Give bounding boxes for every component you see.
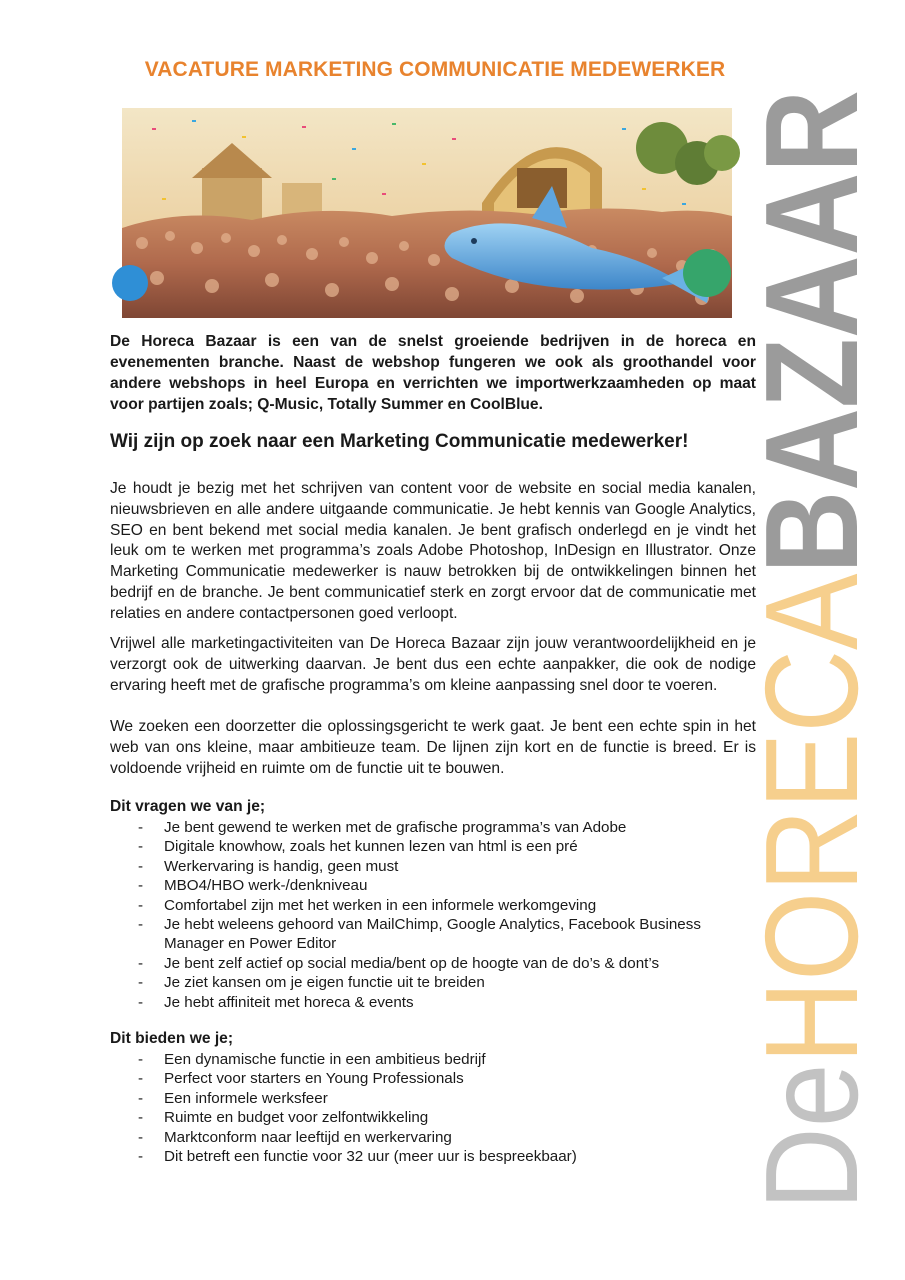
list-item — [110, 1108, 750, 1127]
list-item-text: Werkervaring is handig, geen must — [164, 857, 399, 875]
list-item — [110, 896, 750, 915]
list-item — [110, 837, 750, 856]
logo-bazaar-text: BAZAAR — [738, 16, 885, 574]
logo-de-text: De — [738, 1041, 885, 1210]
list-dash: - — [138, 1148, 144, 1166]
list-item-text: Een dynamische functie in een ambitieus bedrijf — [164, 1051, 486, 1068]
list-dash: - — [138, 974, 144, 992]
list-dash: - — [138, 857, 144, 875]
list-dash: - — [138, 916, 144, 934]
svg-text:DeHORECABAZAAR — [738, 16, 885, 1210]
list-item — [110, 1147, 750, 1166]
offer-heading: Dit bieden we je; — [110, 1030, 234, 1047]
festival-crowd-photo — [122, 108, 732, 318]
list-item — [110, 915, 750, 954]
list-item — [110, 1069, 750, 1088]
list-item — [110, 818, 750, 837]
requirements-heading: Dit vragen we van je; — [110, 798, 266, 815]
list-item-text: Je hebt weleens gehoord van MailChimp, Google Analytics, Facebook Business Manager en Power Editor — [164, 916, 701, 953]
list-item-text: Je bent zelf actief op social media/bent op de hoogte van de do’s & dont’s — [164, 954, 660, 972]
profile-paragraph: We zoeken een doorzetter die oplossingsgericht te werk gaat. Je bent een echte spin in het web van ons kleine, maar ambitieuze team. De lijnen zijn kort en de functie is breed. Er is voldoende vrijheid en ruimte om de functie uit te bouwen. — [110, 718, 756, 777]
list-item-text: Je ziet kansen om je eigen functie uit te breiden — [164, 974, 485, 992]
list-item-text: MBO4/HBO werk-/denkniveau — [164, 877, 368, 895]
list-dash: - — [138, 838, 144, 856]
list-item-text: Digitale knowhow, zoals het kunnen lezen van html is een pré — [164, 838, 578, 856]
list-item — [110, 993, 750, 1012]
list-item — [110, 954, 750, 973]
list-item-text: Je bent gewend te werken met de grafische programma’s van Adobe — [164, 819, 627, 836]
list-item-text: Een informele werksfeer — [164, 1089, 328, 1107]
list-dash: - — [138, 1128, 144, 1146]
list-dash: - — [138, 993, 144, 1011]
list-dash: - — [138, 819, 144, 836]
list-dash: - — [138, 954, 144, 972]
list-item — [110, 857, 750, 876]
vacancy-subheading: Wij zijn op zoek naar een Marketing Communicatie medewerker! — [110, 431, 689, 452]
page-title: VACATURE MARKETING COMMUNICATIE MEDEWERKER — [144, 58, 726, 81]
intro-paragraph: De Horeca Bazaar is een van de snelst groeiende bedrijven in de horeca en evenementen branche. Naast de webshop fungeren we ook als groothandel voor andere webshops in heel Europa en verrichten we importwerkzaamheden op maat voor partijen zoals; Q-Music, Totally Summer en CoolBlue. — [110, 333, 756, 413]
responsibilities-paragraph: Vrijwel alle marketingactiviteiten van De Horeca Bazaar zijn jouw verantwoordelijkheid en je verzorgt ook de uitwerking daarvan. Je bent dus een echte aanpakker, die ook de nodige ervaring heeft met de grafische programma’s om kleine aanpassing snel door te voeren. — [110, 635, 756, 694]
list-item — [110, 1089, 750, 1108]
list-item-text: Ruimte en budget voor zelfontwikkeling — [164, 1109, 429, 1127]
de-horeca-bazaar-logo — [738, 16, 885, 1210]
list-dash: - — [138, 1051, 144, 1068]
list-item — [110, 876, 750, 895]
list-item — [110, 1050, 750, 1069]
requirements-list — [110, 818, 750, 1012]
offer-list — [110, 1050, 750, 1166]
list-dash: - — [138, 1109, 144, 1127]
list-item-text: Perfect voor starters en Young Professionals — [164, 1070, 464, 1088]
list-item-text: Dit betreft een functie voor 32 uur (meer uur is bespreekbaar) — [164, 1148, 577, 1166]
list-dash: - — [138, 1089, 144, 1107]
list-item-text: Marktconform naar leeftijd en werkervaring — [164, 1128, 452, 1146]
list-dash: - — [138, 896, 144, 914]
list-item-text: Je hebt affiniteit met horeca & events — [164, 993, 414, 1011]
description-paragraph: Je houdt je bezig met het schrijven van content voor de website en social media kanalen, nieuwsbrieven en alle andere uitgaande communicatie. Je hebt kennis van Google Analytics, SEO en bent bekend met social media kanalen. Je bent grafisch onderlegd en je vindt het leuk om te werken met programma’s zoals Adobe Photoshop, InDesign en Illustrator. Onze Marketing Communicatie medewerker is nauw betrokken bij de ontwikkelingen binnen het bedrijf en de branche. Je bent communicatief sterk en zorgt ervoor dat de communicatie met relaties en andere contactpersonen goed verloopt. — [110, 480, 756, 622]
list-dash: - — [138, 1070, 144, 1088]
list-item-text: Comfortabel zijn met het werken in een informele werkomgeving — [164, 896, 597, 914]
list-item — [110, 973, 750, 992]
list-dash: - — [138, 877, 144, 895]
logo-horeca-text: HORECA — [738, 498, 885, 1064]
list-item — [110, 1128, 750, 1147]
